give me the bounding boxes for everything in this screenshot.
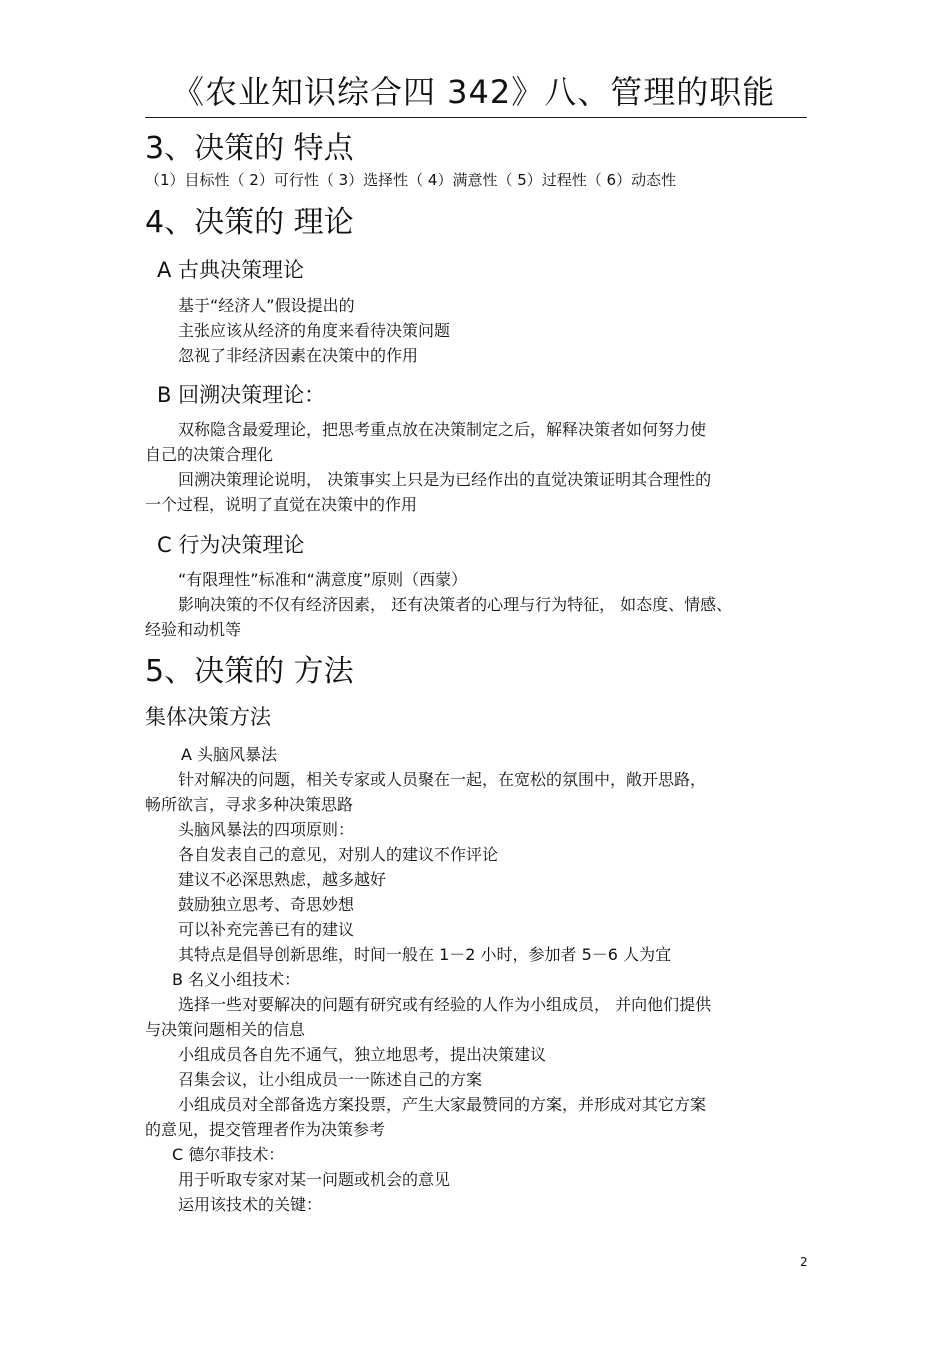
delphi-line: 运用该技术的关键： (178, 1195, 323, 1214)
behavioral-theory-line: 影响决策的不仅有经济因素， 还有决策者的心理与行为特征， 如态度、情感、 (178, 595, 733, 614)
retrospective-theory-line: 回溯决策理论说明， 决策事实上只是为已经作出的直觉决策证明其合理性的 (178, 470, 712, 489)
classical-theory-line: 主张应该从经济的角度来看待决策问题 (178, 321, 451, 340)
page-number: 2 (800, 1255, 808, 1269)
nominal-group-line: 与决策问题相关的信息 (145, 1020, 306, 1039)
nominal-group-line: 小组成员各自先不通气，独立地思考，提出决策建议 (178, 1045, 547, 1064)
retrospective-theory-line: 自己的决策合理化 (145, 445, 274, 464)
section-3-features: （1）目标性（ 2）可行性（ 3）选择性（ 4）满意性（ 5）过程性（ 6）动态性 (145, 171, 677, 189)
nominal-group-heading: B 名义小组技术： (172, 970, 301, 989)
brainstorming-line: 其特点是倡导创新思维，时间一般在 1－2 小时，参加者 5－6 人为宜 (178, 945, 672, 964)
brainstorming-heading: A 头脑风暴法 (181, 745, 278, 764)
brainstorming-line: 针对解决的问题，相关专家或人员聚在一起，在宽松的氛围中，敞开思路， (178, 770, 707, 789)
brainstorming-line: 建议不必深思熟虑，越多越好 (178, 870, 387, 889)
retrospective-theory-line: 一个过程，说明了直觉在决策中的作用 (145, 495, 418, 514)
document-title: 《农业知识综合四 342》八、管理的职能 (172, 73, 776, 111)
nominal-group-line: 小组成员对全部备选方案投票，产生大家最赞同的方案，并形成对其它方案 (178, 1095, 707, 1114)
brainstorming-line: 头脑风暴法的四项原则： (178, 820, 355, 839)
group-decision-heading: 集体决策方法 (145, 705, 271, 729)
classical-theory-line: 忽视了非经济因素在决策中的作用 (178, 346, 419, 365)
retrospective-theory-heading: B 回溯决策理论： (157, 383, 326, 407)
nominal-group-line: 的意见，提交管理者作为决策参考 (145, 1120, 386, 1139)
brainstorming-line: 可以补充完善已有的建议 (178, 920, 355, 939)
section-4-heading: 4、决策的 理论 (145, 205, 354, 240)
behavioral-theory-heading: C 行为决策理论 (157, 533, 305, 557)
behavioral-theory-line: “有限理性”标准和“满意度”原则（西蒙） (178, 570, 468, 589)
title-underline (145, 117, 807, 118)
delphi-heading: C 德尔菲技术： (172, 1145, 285, 1164)
classical-theory-heading: A 古典决策理论 (157, 258, 305, 282)
brainstorming-line: 各自发表自己的意见，对别人的建议不作评论 (178, 845, 499, 864)
section-5-heading: 5、决策的 方法 (145, 654, 354, 689)
behavioral-theory-line: 经验和动机等 (145, 620, 242, 639)
classical-theory-line: 基于“经济人”假设提出的 (178, 296, 355, 315)
nominal-group-line: 选择一些对要解决的问题有研究或有经验的人作为小组成员， 并向他们提供 (178, 995, 712, 1014)
brainstorming-line: 畅所欲言，寻求多种决策思路 (145, 795, 354, 814)
nominal-group-line: 召集会议，让小组成员一一陈述自己的方案 (178, 1070, 483, 1089)
retrospective-theory-line: 双称隐含最爱理论，把思考重点放在决策制定之后，解释决策者如何努力使 (178, 420, 707, 439)
section-3-heading: 3、决策的 特点 (145, 131, 354, 166)
brainstorming-line: 鼓励独立思考、奇思妙想 (178, 895, 355, 914)
delphi-line: 用于听取专家对某一问题或机会的意见 (178, 1170, 451, 1189)
